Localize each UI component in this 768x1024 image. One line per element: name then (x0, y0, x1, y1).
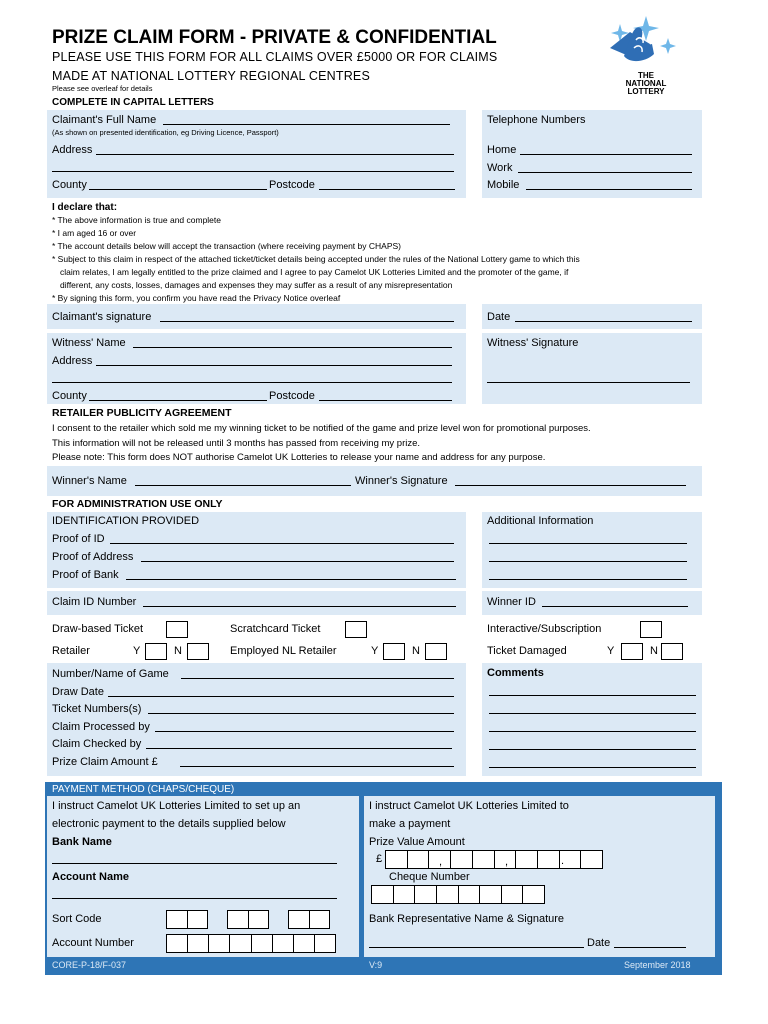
form-version: V:9 (369, 960, 383, 970)
proof-id-label: Proof of ID (52, 533, 105, 545)
claimant-address-field-1[interactable] (96, 154, 454, 155)
telephone-title: Telephone Numbers (487, 114, 586, 126)
prize-value-comma-1: , (439, 856, 443, 868)
additional-info-field-1[interactable] (489, 543, 687, 544)
claimant-county-field[interactable] (89, 189, 267, 190)
declaration-line-2: * I am aged 16 or over (52, 228, 137, 238)
form-code: CORE-P-18/F-037 (52, 960, 127, 970)
pound-sign: £ (376, 853, 383, 865)
witness-postcode-field[interactable] (319, 400, 452, 401)
interactive-checkbox[interactable] (640, 621, 662, 638)
additional-info-label: Additional Information (487, 515, 594, 527)
national-lottery-logo (606, 14, 686, 98)
claim-processed-label: Claim Processed by (52, 721, 150, 733)
witness-address-field-1[interactable] (96, 365, 452, 366)
comments-field-1[interactable] (489, 695, 696, 696)
cheque-number-boxes[interactable] (371, 885, 545, 904)
electronic-payment-text-2: electronic payment to the details supplied below (52, 818, 286, 830)
admin-title: FOR ADMINISTRATION USE ONLY (52, 498, 223, 510)
cheque-number-label: Cheque Number (389, 871, 470, 883)
mobile-phone-label: Mobile (487, 179, 520, 191)
damaged-n-label: N (650, 645, 658, 657)
damaged-yes-checkbox[interactable] (621, 643, 643, 660)
overleaf-note: Please see overleaf for details (52, 84, 153, 93)
draw-date-field[interactable] (108, 696, 454, 697)
proof-bank-label: Proof of Bank (52, 569, 119, 581)
witness-name-label: Witness' Name (52, 337, 126, 349)
declaration-title: I declare that: (52, 202, 118, 213)
ticket-numbers-label: Ticket Numbers(s) (52, 703, 142, 715)
comments-field-4[interactable] (489, 749, 696, 750)
winner-id-label: Winner ID (487, 596, 536, 608)
claimant-signature-field[interactable] (160, 321, 454, 322)
ticket-damaged-label: Ticket Damaged (487, 645, 567, 657)
work-phone-field[interactable] (518, 172, 692, 173)
draw-date-label: Draw Date (52, 686, 104, 698)
interactive-label: Interactive/Subscription (487, 623, 602, 635)
prize-value-label: Prize Value Amount (369, 836, 465, 848)
comments-field-3[interactable] (489, 731, 696, 732)
mobile-phone-field[interactable] (526, 189, 692, 190)
prize-value-decimal: . (561, 855, 565, 867)
claimant-address-label: Address (52, 144, 93, 156)
winner-name-label: Winner's Name (52, 475, 127, 487)
home-phone-label: Home (487, 144, 517, 156)
id-note: (As shown on presented identification, eg Driving Licence, Passport) (52, 128, 279, 137)
claimant-full-name-label: Claimant's Full Name (52, 114, 157, 126)
account-name-label: Account Name (52, 871, 130, 883)
additional-info-field-3[interactable] (489, 579, 687, 580)
account-name-field[interactable] (52, 898, 337, 899)
date-panel (482, 304, 702, 329)
claim-checked-label: Claim Checked by (52, 738, 142, 750)
declaration-line-1: * The above information is true and complete (52, 215, 221, 225)
additional-info-field-2[interactable] (489, 561, 687, 562)
form-subtitle-2: MADE AT NATIONAL LOTTERY REGIONAL CENTRES (52, 69, 370, 83)
proof-id-field[interactable] (110, 543, 454, 544)
claimant-address-field-2[interactable] (52, 171, 454, 172)
retailer-consent-text: I consent to the retailer which sold me my winning ticket to be notified of the game and prize level won for promotional purposes. (52, 423, 591, 434)
sort-code-box-1[interactable] (166, 910, 208, 929)
employed-n-label: N (412, 645, 420, 657)
employed-retailer-label: Employed NL Retailer (230, 645, 337, 657)
witness-county-field[interactable] (89, 400, 267, 401)
retailer-no-checkbox[interactable] (187, 643, 209, 660)
witness-signature-label: Witness' Signature (487, 337, 579, 349)
cheque-payment-text-2: make a payment (369, 818, 451, 830)
retailer-note-text: Please note: This form does NOT authorise Camelot UK Lotteries to release your name and address for any purpose. (52, 452, 546, 463)
prize-value-boxes[interactable] (385, 850, 603, 869)
declaration-line-6: different, any costs, losses, damages and expenses they may suffer as a result of any misrepresentation (60, 280, 453, 290)
payment-title: PAYMENT METHOD (CHAPS/CHEQUE) (52, 784, 235, 795)
proof-address-label: Proof of Address (52, 551, 134, 563)
winner-name-field[interactable] (135, 485, 351, 486)
witness-address-label: Address (52, 355, 93, 367)
account-number-boxes[interactable] (166, 934, 336, 953)
retailer-release-text: This information will not be released until 3 months has passed from receiving my prize. (52, 438, 421, 449)
form-title: PRIZE CLAIM FORM - PRIVATE & CONFIDENTIAL (52, 27, 497, 48)
witness-postcode-label: Postcode (269, 390, 315, 402)
draw-ticket-label: Draw-based Ticket (52, 623, 144, 635)
witness-signature-field[interactable] (487, 382, 690, 383)
game-name-label: Number/Name of Game (52, 668, 169, 680)
sort-code-box-3[interactable] (288, 910, 330, 929)
claim-checked-field[interactable] (146, 748, 452, 749)
prize-claim-amount-label: Prize Claim Amount £ (52, 756, 158, 768)
winner-signature-label: Winner's Signature (355, 475, 448, 487)
date-label: Date (487, 311, 511, 323)
bank-rep-label: Bank Representative Name & Signature (369, 913, 565, 925)
scratchcard-checkbox[interactable] (345, 621, 367, 638)
claim-id-label: Claim ID Number (52, 596, 137, 608)
form-date: September 2018 (624, 960, 691, 970)
crossed-fingers-icon (606, 14, 686, 74)
proof-address-field[interactable] (141, 561, 454, 562)
employed-no-checkbox[interactable] (425, 643, 447, 660)
winner-id-field[interactable] (542, 606, 688, 607)
winner-signature-field[interactable] (455, 485, 686, 486)
witness-address-field-2[interactable] (52, 382, 452, 383)
retailer-y-label: Y (133, 645, 141, 657)
claimant-postcode-label: Postcode (269, 179, 315, 191)
claimant-signature-label: Claimant's signature (52, 311, 152, 323)
cheque-payment-text-1: I instruct Camelot UK Lotteries Limited to (369, 800, 569, 812)
claimant-county-label: County (52, 179, 87, 191)
retailer-publicity-title: RETAILER PUBLICITY AGREEMENT (52, 407, 232, 419)
claimant-postcode-field[interactable] (319, 189, 455, 190)
form-subtitle-1: PLEASE USE THIS FORM FOR ALL CLAIMS OVER £5000 OR FOR CLAIMS (52, 50, 498, 64)
bank-rep-field[interactable] (369, 947, 584, 948)
comments-label: Comments (487, 667, 544, 679)
declaration-line-7: * By signing this form, you confirm you have read the Privacy Notice overleaf (52, 293, 341, 303)
claim-processed-field[interactable] (155, 731, 454, 732)
declaration-line-5: claim relates, I am legally entitled to the prize claimed and I agree to pay Camelot UK Lotteries Limited and the promoter of the game, if (60, 267, 569, 277)
logo-text-the: THE (638, 71, 654, 80)
comments-field-2[interactable] (489, 713, 696, 714)
retailer-label: Retailer (52, 645, 90, 657)
damaged-no-checkbox[interactable] (661, 643, 683, 660)
draw-ticket-checkbox[interactable] (166, 621, 188, 638)
bank-name-label: Bank Name (52, 836, 112, 848)
declaration-line-4: * Subject to this claim in respect of the attached ticket/ticket details being accepted under the rules of the National Lottery game to which this (52, 254, 580, 264)
logo-text-lottery: LOTTERY (627, 87, 665, 96)
capital-letters-note: COMPLETE IN CAPITAL LETTERS (52, 97, 214, 108)
bank-rep-date-field[interactable] (614, 947, 686, 948)
scratchcard-label: Scratchcard Ticket (230, 623, 321, 635)
claimant-full-name-field[interactable] (163, 124, 450, 125)
identification-title: IDENTIFICATION PROVIDED (52, 515, 200, 527)
bank-rep-date-label: Date (587, 937, 611, 949)
home-phone-field[interactable] (520, 154, 692, 155)
employed-yes-checkbox[interactable] (383, 643, 405, 660)
electronic-payment-text-1: I instruct Camelot UK Lotteries Limited to set up an (52, 800, 301, 812)
game-name-field[interactable] (181, 678, 454, 679)
account-number-label: Account Number (52, 937, 134, 949)
witness-name-field[interactable] (133, 347, 452, 348)
date-field[interactable] (515, 321, 692, 322)
retailer-yes-checkbox[interactable] (145, 643, 167, 660)
witness-county-label: County (52, 390, 87, 402)
damaged-y-label: Y (607, 645, 615, 657)
work-phone-label: Work (487, 162, 513, 174)
claim-id-field[interactable] (143, 606, 456, 607)
logo-text-national: NATIONAL (625, 79, 667, 88)
prize-value-comma-2: , (505, 856, 509, 868)
prize-claim-amount-field[interactable] (180, 766, 454, 767)
ticket-numbers-field[interactable] (148, 713, 454, 714)
declaration-line-3: * The account details below will accept the transaction (where receiving payment by CHAPS) (52, 241, 401, 251)
bank-name-field[interactable] (52, 863, 337, 864)
comments-field-5[interactable] (489, 767, 696, 768)
proof-bank-field[interactable] (126, 579, 456, 580)
employed-y-label: Y (371, 645, 379, 657)
retailer-n-label: N (174, 645, 182, 657)
sort-code-label: Sort Code (52, 913, 102, 925)
sort-code-box-2[interactable] (227, 910, 269, 929)
